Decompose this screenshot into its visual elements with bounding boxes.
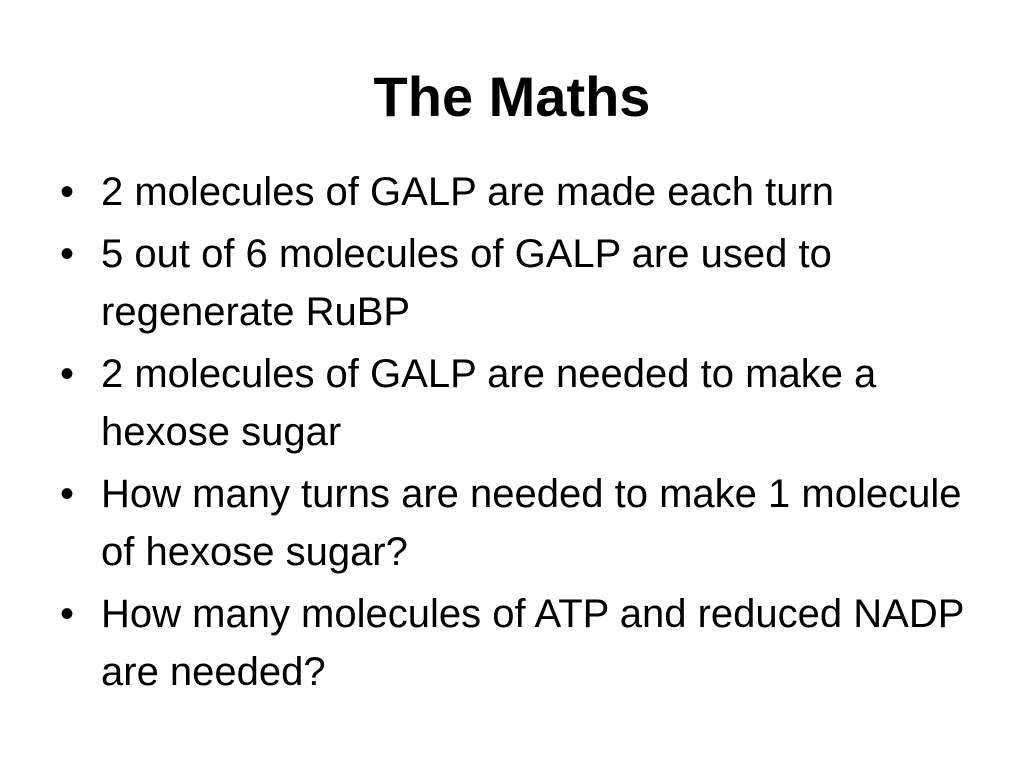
bullet-item-1 — [60, 163, 970, 221]
bullet-text: 2 molecules of GALP are made each turn — [101, 170, 835, 214]
bullet-icon: • — [60, 592, 75, 636]
bullet-item-2 — [60, 225, 970, 341]
bullet-item-4 — [60, 465, 970, 581]
bullet-text: How many turns are needed to make 1 molecule of hexose sugar? — [101, 472, 962, 574]
bullet-text: How many molecules of ATP and reduced NADP are needed? — [101, 592, 964, 694]
bullet-text: 2 molecules of GALP are needed to make a hexose sugar — [101, 352, 877, 454]
bullet-icon: • — [60, 232, 75, 276]
bullet-icon: • — [60, 472, 75, 516]
bullet-text: 5 out of 6 molecules of GALP are used to regenerate RuBP — [101, 232, 832, 334]
slide-title: The Maths — [373, 65, 651, 128]
bullet-item-3 — [60, 345, 970, 461]
bullet-icon: • — [60, 170, 75, 214]
bullet-icon: • — [60, 352, 75, 396]
bullet-list — [60, 163, 970, 705]
bullet-item-5 — [60, 585, 970, 701]
